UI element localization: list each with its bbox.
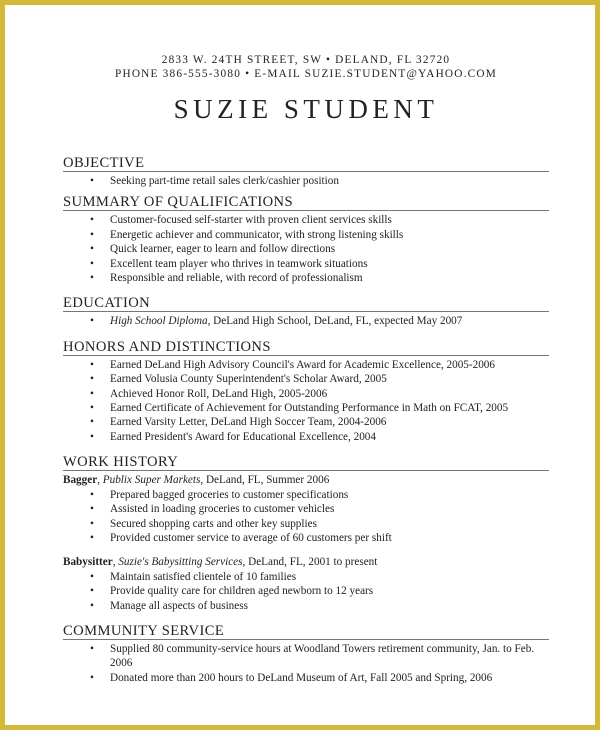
section-heading: OBJECTIVE bbox=[63, 155, 549, 172]
job-employer: Suzie's Babysitting Services bbox=[118, 556, 243, 569]
list-item: • Quick learner, eager to learn and follow directions bbox=[63, 242, 549, 256]
list-item: • Excellent team player who thrives in teamwork situations bbox=[63, 257, 549, 271]
list-item: • Donated more than 200 hours to DeLand Museum of Art, Fall 2005 and Spring, 2006 bbox=[63, 671, 549, 685]
candidate-name: SUZIE STUDENT bbox=[173, 94, 439, 124]
job-detail: , DeLand, FL, 2001 to present bbox=[242, 556, 378, 569]
list-item: • Provided customer service to average of 60 customers per shift bbox=[63, 531, 549, 545]
list-item: • Earned Certificate of Achievement for Outstanding Performance in Math on FCAT, 2005 bbox=[63, 401, 549, 415]
resume-document bbox=[63, 53, 549, 685]
section-heading: SUMMARY OF QUALIFICATIONS bbox=[63, 194, 549, 211]
list-item: • Earned Varsity Letter, DeLand High Soccer Team, 2004-2006 bbox=[63, 415, 549, 429]
list-item: • Customer-focused self-starter with proven client services skills bbox=[63, 213, 549, 227]
job-role: Babysitter bbox=[63, 556, 113, 569]
list-item: • Maintain satisfied clientele of 10 families bbox=[63, 570, 549, 584]
work-section bbox=[63, 454, 549, 613]
list-item: • Responsible and reliable, with record of professionalism bbox=[63, 271, 549, 285]
section-heading: EDUCATION bbox=[63, 295, 549, 312]
degree: High School Diploma bbox=[110, 315, 208, 328]
list-item: • Earned DeLand High Advisory Council's Award for Academic Excellence, 2005-2006 bbox=[63, 358, 549, 372]
list-item: • Supplied 80 community-service hours at Woodland Towers retirement community, Jan. to Feb. 2006 bbox=[63, 642, 549, 671]
list-item: • Manage all aspects of business bbox=[63, 599, 549, 613]
section-heading: COMMUNITY SERVICE bbox=[63, 623, 549, 640]
list-item: • Earned President's Award for Educational Excellence, 2004 bbox=[63, 430, 549, 444]
list-item: • Achieved Honor Roll, DeLand High, 2005-2006 bbox=[63, 387, 549, 401]
objective-section bbox=[63, 155, 549, 188]
honors-section bbox=[63, 339, 549, 444]
list-item: • Secured shopping carts and other key supplies bbox=[63, 517, 549, 531]
address-line: 2833 W. 24TH STREET, SW • DELAND, FL 32720 bbox=[161, 54, 451, 66]
list-item: • Earned Volusia County Superintendent's Scholar Award, 2005 bbox=[63, 372, 549, 386]
job-employer: Publix Super Markets bbox=[102, 474, 201, 487]
list-item: • Energetic achiever and communicator, with strong listening skills bbox=[63, 228, 549, 242]
list-item: • Seeking part-time retail sales clerk/cashier position bbox=[63, 174, 549, 188]
education-detail: , DeLand High School, DeLand, FL, expected May 2007 bbox=[207, 315, 463, 328]
education-section bbox=[63, 295, 549, 328]
section-heading: WORK HISTORY bbox=[63, 454, 549, 471]
qualifications-section bbox=[63, 194, 549, 285]
contact-line: PHONE 386-555-3080 • E-MAIL SUZIE.STUDENT@YAHOO.COM bbox=[114, 68, 498, 80]
job-detail: , DeLand, FL, Summer 2006 bbox=[200, 474, 330, 487]
list-item: • Provide quality care for children aged newborn to 12 years bbox=[63, 584, 549, 598]
community-section bbox=[63, 623, 549, 685]
list-item: • Prepared bagged groceries to customer specifications bbox=[63, 488, 549, 502]
job-header: Babysitter, Suzie's Babysitting Services, DeLand, FL, 2001 to present bbox=[63, 556, 378, 569]
job-header: Bagger, Publix Super Markets, DeLand, FL, Summer 2006 bbox=[63, 474, 330, 487]
section-heading: HONORS AND DISTINCTIONS bbox=[63, 339, 549, 356]
job-role: Bagger bbox=[63, 474, 98, 487]
list-item: • Assisted in loading groceries to customer vehicles bbox=[63, 502, 549, 516]
list-item bbox=[63, 314, 549, 328]
